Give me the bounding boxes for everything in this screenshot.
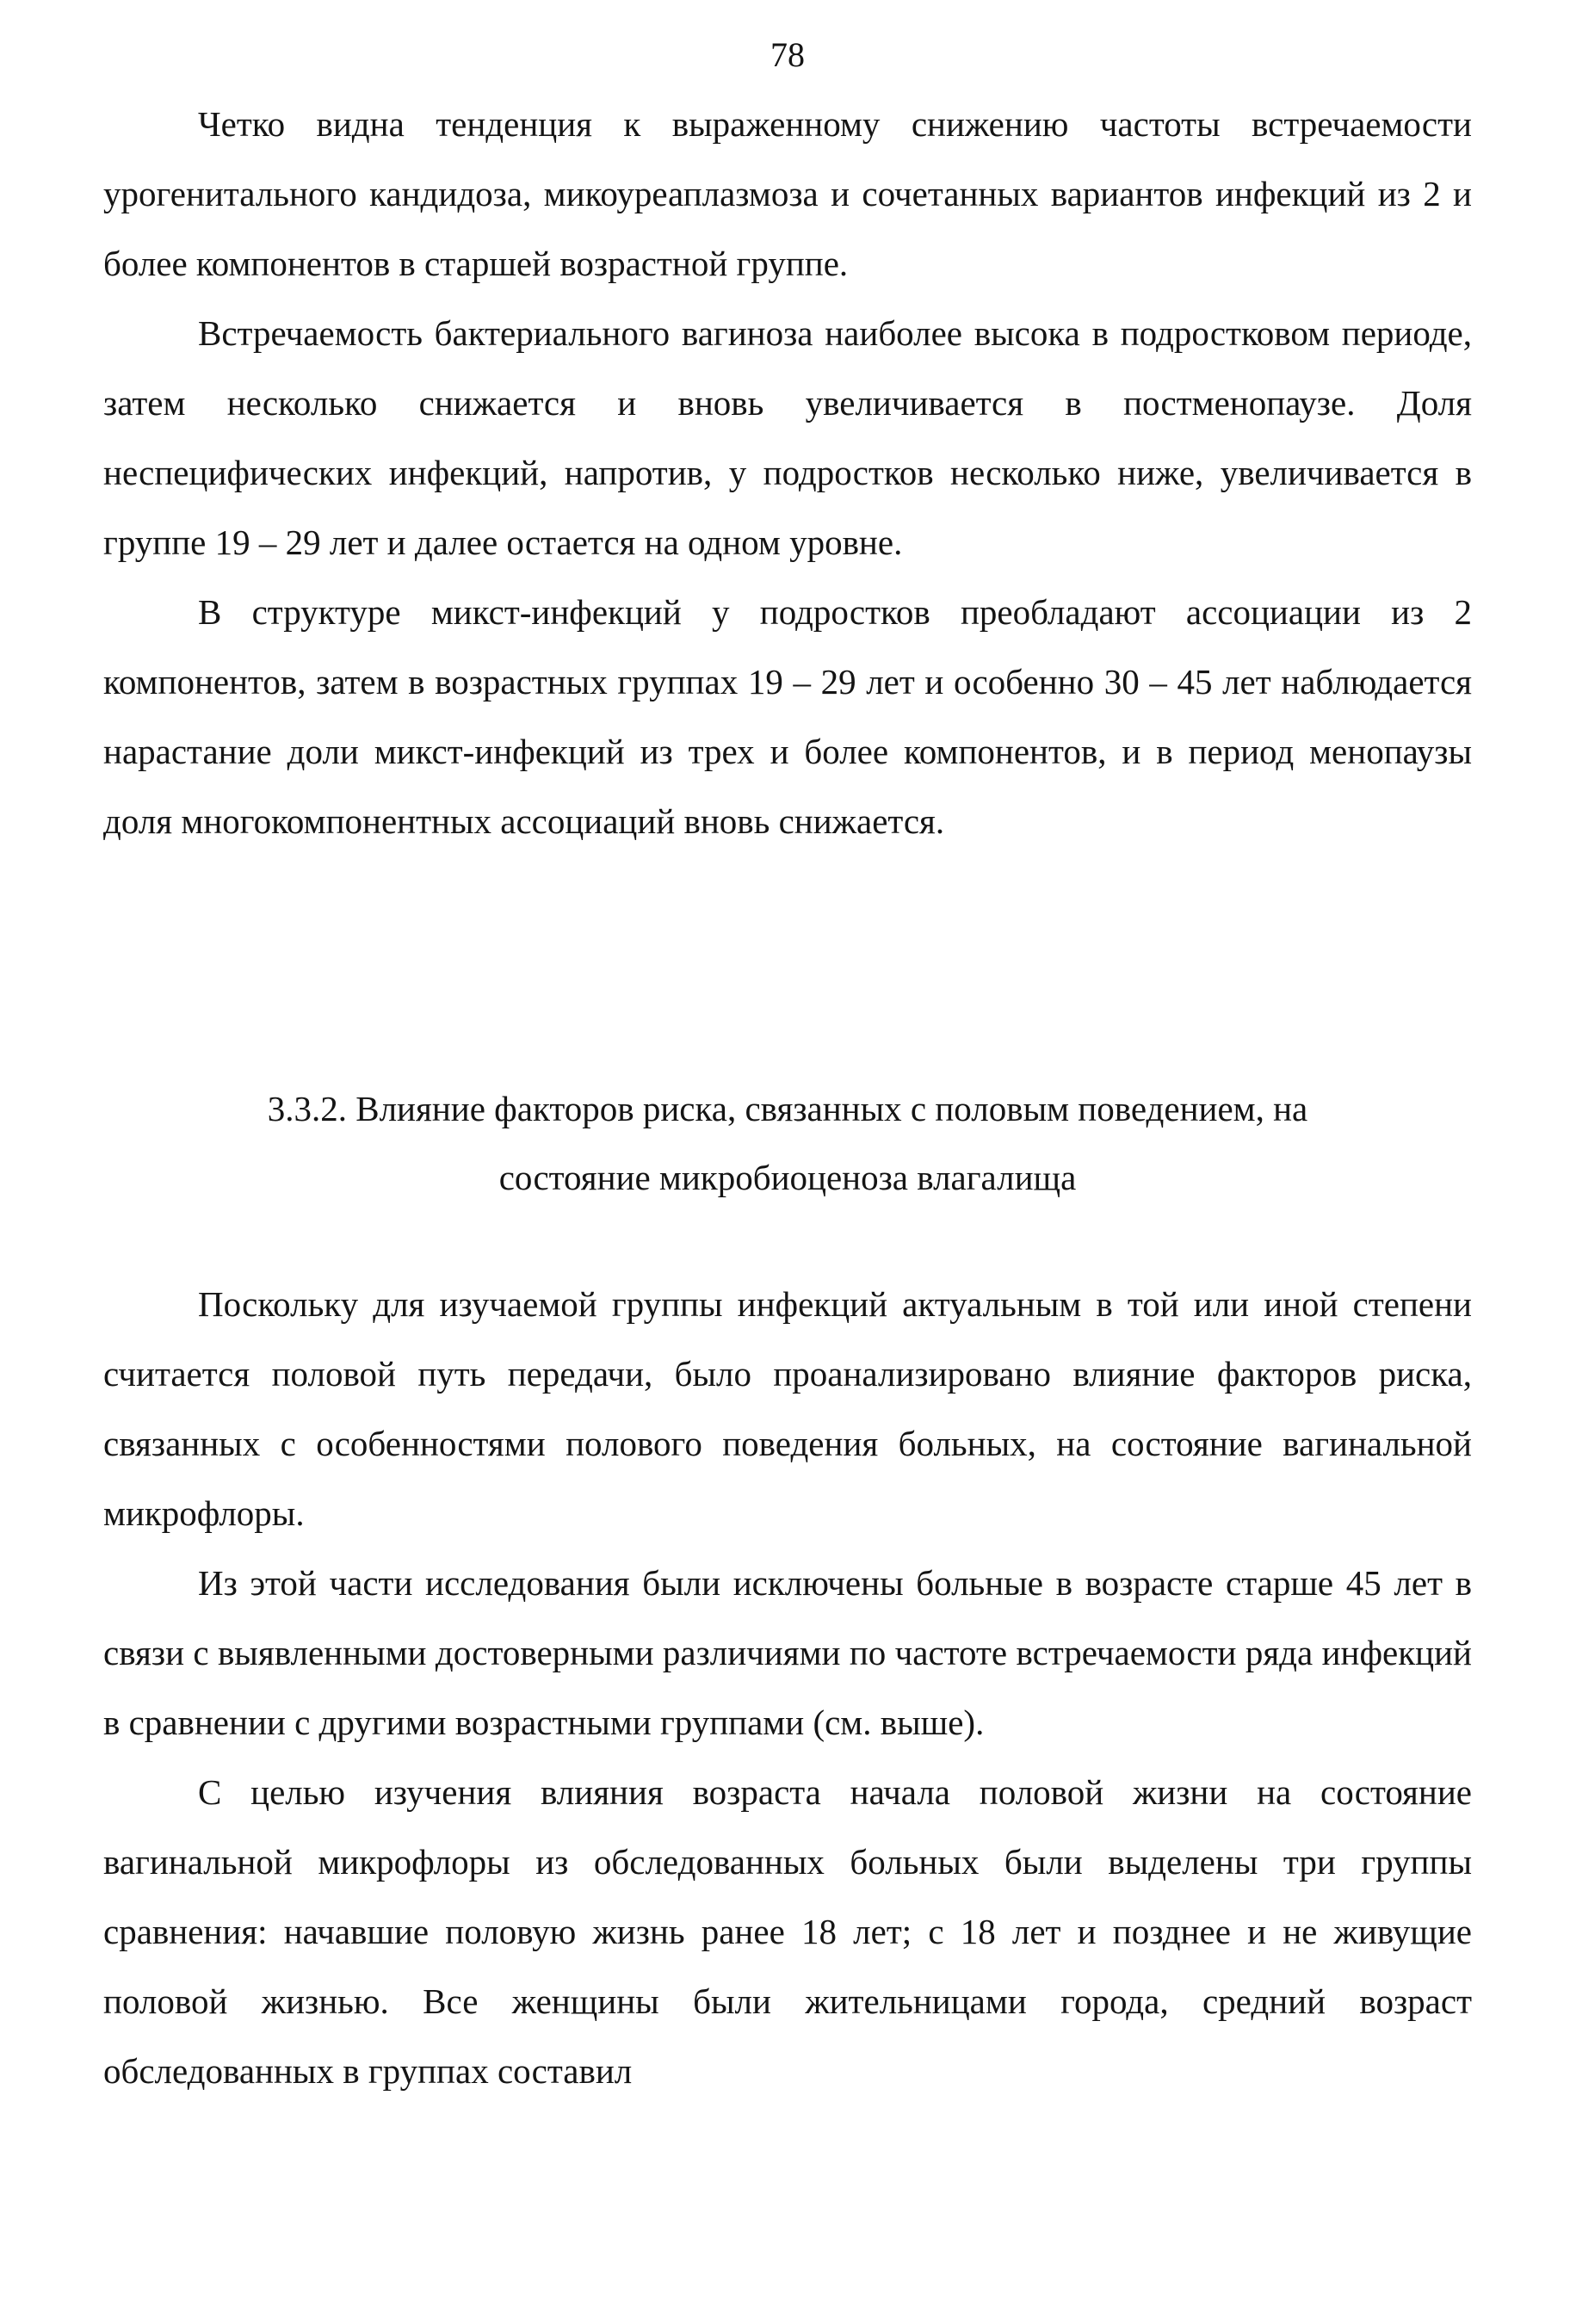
document-page (103, 0, 1472, 2324)
paragraph: Встречаемость бактериального вагиноза наиболее высока в подростковом периоде, затем несколько снижается и вновь увеличивается в постменопаузе. Доля неспецифических инфекций, напротив, у подростков несколько ниже, увеличивается в группе 19 – 29 лет и далее остается на одном уровне. (103, 313, 1472, 562)
paragraph: В структуре микст-инфекций у подростков преобладают ассоциации из 2 компонентов, затем в возрастных группах 19 – 29 лет и особенно 30 – 45 лет наблюдается нарастание доли микст-инфекций из трех и более компонентов, и в период менопаузы доля многокомпонентных ассоциаций вновь снижается. (103, 592, 1472, 841)
body-text-bottom (103, 1270, 1472, 2106)
section-heading (103, 1074, 1472, 1212)
paragraph: С целью изучения влияния возраста начала половой жизни на состояние вагинальной микрофлоры из обследованных больных были выделены три группы сравнения: начавшие половую жизнь ранее 18 лет; с 18 лет и позднее и не живущие половой жизнью. Все женщины были жительницами города, средний возраст обследованных в группах составил (103, 1772, 1472, 2091)
paragraph: Поскольку для изучаемой группы инфекций актуальным в той или иной степени считается половой путь передачи, было проанализировано влияние факторов риска, связанных с особенностями полового поведения больных, на состояние вагинальной микрофлоры. (103, 1284, 1472, 1533)
paragraph: Четко видна тенденция к выраженному снижению частоты встречаемости урогенитального кандидоза, микоуреаплазмоза и сочетанных вариантов инфекций из 2 и более компонентов в старшей возрастной группе. (103, 104, 1472, 283)
body-text-top (103, 90, 1472, 856)
section-heading-line: 3.3.2. Влияние факторов риска, связанных с половым поведением, на (267, 1089, 1308, 1128)
section-heading-line: состояние микробиоценоза влагалища (498, 1158, 1077, 1197)
page-number: 78 (770, 35, 805, 74)
paragraph: Из этой части исследования были исключены больные в возрасте старше 45 лет в связи с выявленными достоверными различиями по частоте встречаемости ряда инфекций в сравнении с другими возрастными группами (см. выше). (103, 1563, 1472, 1742)
